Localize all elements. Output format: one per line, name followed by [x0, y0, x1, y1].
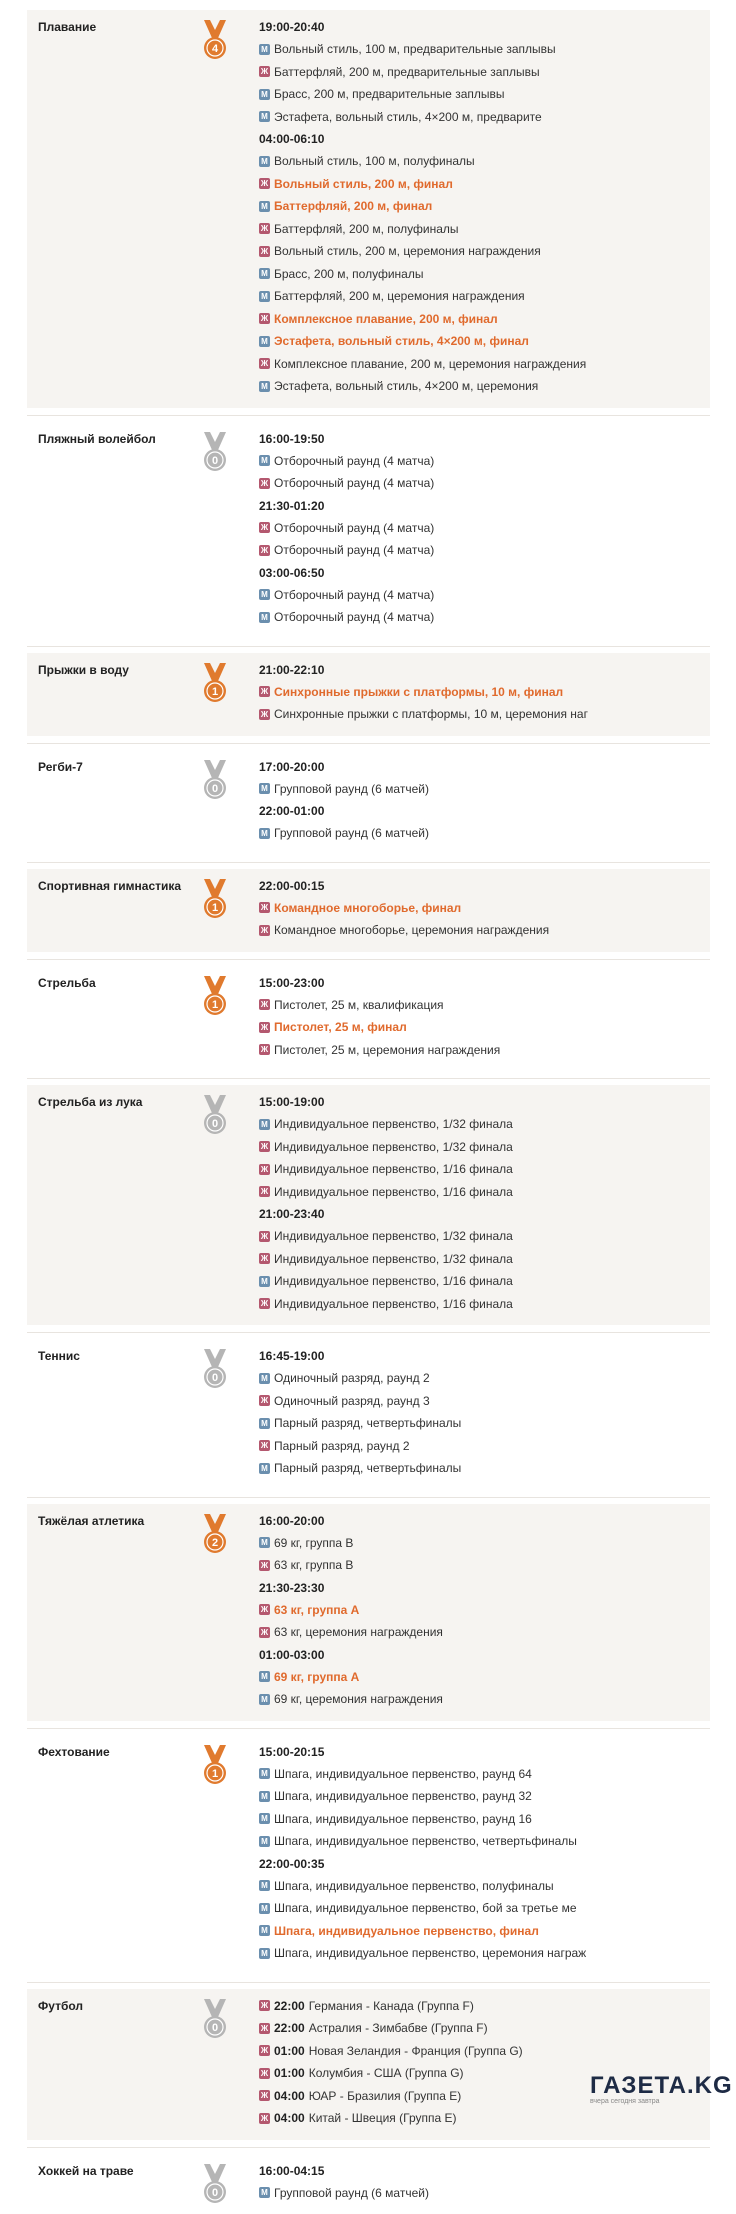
sport-section [27, 422, 710, 639]
event-item[interactable] [259, 1270, 513, 1293]
sport-section [27, 966, 710, 1072]
event-label: 63 кг, группа B [274, 1554, 353, 1577]
women-icon: Ж [259, 1440, 270, 1451]
event-label: Отборочный раунд (4 матча) [274, 450, 434, 473]
final-event-item[interactable] [259, 173, 586, 196]
sport-name: Пляжный волейбол [38, 431, 156, 447]
men-icon: М [259, 1948, 270, 1959]
event-label: Отборочный раунд (4 матча) [274, 606, 434, 629]
section-divider [27, 415, 710, 416]
event-item[interactable] [259, 106, 586, 129]
men-icon: М [259, 1813, 270, 1824]
women-icon: Ж [259, 1298, 270, 1309]
men-icon: М [259, 1925, 270, 1936]
women-icon: Ж [259, 2113, 270, 2124]
site-logo[interactable]: ГАЗЕТА.KG [590, 2072, 733, 2100]
event-item[interactable] [259, 285, 586, 308]
women-icon: Ж [259, 925, 270, 936]
event-label: Баттерфляй, 200 м, церемония награждения [274, 285, 525, 308]
event-list [259, 659, 588, 726]
time-slot: 15:00-20:15 [259, 1741, 586, 1763]
sport-name: Хоккей на траве [38, 2163, 134, 2179]
women-icon: Ж [259, 1164, 270, 1175]
event-label: Одиночный разряд, раунд 2 [274, 1367, 430, 1390]
medal-count: 0 [212, 2187, 218, 2199]
women-icon: Ж [259, 66, 270, 77]
event-label: Групповой раунд (6 матчей) [274, 778, 429, 801]
men-icon: М [259, 44, 270, 55]
event-label: Эстафета, вольный стиль, 4×200 м, финал [274, 330, 529, 353]
event-label: Китай - Швеция (Группа E) [309, 2107, 457, 2130]
men-icon: М [259, 1791, 270, 1802]
women-icon: Ж [259, 2023, 270, 2034]
event-label: Пистолет, 25 м, церемония награждения [274, 1039, 500, 1062]
men-icon: М [259, 828, 270, 839]
sport-section [27, 1085, 710, 1325]
sport-section [27, 1735, 710, 1975]
men-icon: М [259, 455, 270, 466]
men-icon: М [259, 336, 270, 347]
men-icon: М [259, 1694, 270, 1705]
event-label: Шпага, индивидуальное первенство, полуфиналы [274, 1875, 554, 1898]
medal-count: 1 [212, 999, 218, 1011]
time-slot: 01:00-03:00 [259, 1644, 443, 1666]
medal-count: 2 [212, 1537, 218, 1549]
event-label: Германия - Канада (Группа F) [309, 1995, 474, 2018]
men-icon: М [259, 111, 270, 122]
event-label: Индивидуальное первенство, 1/16 финала [274, 1181, 513, 1204]
event-label: Шпага, индивидуальное первенство, бой за третье ме [274, 1897, 577, 1920]
medal-icon [202, 1743, 228, 1791]
men-icon: М [259, 291, 270, 302]
men-icon: М [259, 1463, 270, 1474]
medal-icon [202, 1997, 228, 2045]
time-slot: 21:00-23:40 [259, 1203, 513, 1225]
event-label: Колумбия - США (Группа G) [309, 2062, 464, 2085]
event-item[interactable] [259, 703, 588, 726]
event-label: Шпага, индивидуальное первенство, раунд 32 [274, 1785, 532, 1808]
medal-icon [202, 1093, 228, 1141]
sport-name: Теннис [38, 1348, 80, 1364]
women-icon: Ж [259, 1186, 270, 1197]
women-icon: Ж [259, 223, 270, 234]
event-item[interactable] [259, 375, 586, 398]
event-label: Вольный стиль, 200 м, церемония награждения [274, 240, 541, 263]
women-icon: Ж [259, 545, 270, 556]
medal-count: 0 [212, 783, 218, 795]
event-label: Индивидуальное первенство, 1/32 финала [274, 1113, 513, 1136]
time-slot: 16:00-19:50 [259, 428, 434, 450]
time-slot: 22:00-00:15 [259, 875, 549, 897]
women-icon: Ж [259, 1044, 270, 1055]
time-slot: 17:00-20:00 [259, 756, 429, 778]
event-item[interactable] [259, 1942, 586, 1965]
sport-name: Фехтование [38, 1744, 110, 1760]
event-item[interactable] [259, 1181, 513, 1204]
event-item[interactable] [259, 919, 549, 942]
men-icon: М [259, 612, 270, 623]
event-label: Парный разряд, раунд 2 [274, 1435, 410, 1458]
event-item[interactable] [259, 1248, 513, 1271]
event-list [259, 1345, 461, 1480]
event-list [259, 875, 549, 942]
event-item[interactable] [259, 1390, 461, 1413]
time-slot: 04:00-06:10 [259, 128, 586, 150]
men-icon: М [259, 1836, 270, 1847]
event-item[interactable] [259, 2182, 429, 2205]
event-item[interactable] [259, 1039, 500, 1062]
event-label: Парный разряд, четвертьфиналы [274, 1457, 461, 1480]
event-item[interactable] [259, 1435, 461, 1458]
men-icon: М [259, 156, 270, 167]
medal-icon [202, 18, 228, 66]
sport-section [27, 10, 710, 408]
section-divider [27, 959, 710, 960]
event-label: Индивидуальное первенство, 1/16 финала [274, 1293, 513, 1316]
time-slot: 16:00-04:15 [259, 2160, 429, 2182]
women-icon: Ж [259, 313, 270, 324]
event-label: Баттерфляй, 200 м, предварительные заплывы [274, 61, 540, 84]
women-icon: Ж [259, 246, 270, 257]
women-icon: Ж [259, 1231, 270, 1242]
event-label: Шпага, индивидуальное первенство, раунд 16 [274, 1808, 532, 1831]
medal-icon [202, 758, 228, 806]
women-icon: Ж [259, 2068, 270, 2079]
event-item[interactable] [259, 1830, 586, 1853]
women-icon: Ж [259, 1253, 270, 1264]
event-label: Вольный стиль, 100 м, полуфиналы [274, 150, 475, 173]
final-event-item[interactable] [259, 897, 549, 920]
event-label: Шпага, индивидуальное первенство, раунд 64 [274, 1763, 532, 1786]
sport-name: Стрельба [38, 975, 96, 991]
men-icon: М [259, 1880, 270, 1891]
sport-name: Регби-7 [38, 759, 83, 775]
women-icon: Ж [259, 999, 270, 1010]
medal-count: 1 [212, 902, 218, 914]
men-icon: М [259, 2187, 270, 2198]
event-label: Отборочный раунд (4 матча) [274, 539, 434, 562]
sport-section [27, 1504, 710, 1721]
event-label: Астралия - Зимбабве (Группа F) [309, 2017, 488, 2040]
event-item[interactable] [259, 1293, 513, 1316]
event-label: Индивидуальное первенство, 1/32 финала [274, 1136, 513, 1159]
event-label: Индивидуальное первенство, 1/16 финала [274, 1270, 513, 1293]
men-icon: М [259, 381, 270, 392]
men-icon: М [259, 89, 270, 100]
event-item[interactable] [259, 1995, 523, 2018]
time-slot: 21:00-22:10 [259, 659, 588, 681]
section-divider [27, 646, 710, 647]
event-item[interactable] [259, 1688, 443, 1711]
event-item[interactable] [259, 517, 434, 540]
event-list [259, 1091, 513, 1315]
event-label: Парный разряд, четвертьфиналы [274, 1412, 461, 1435]
event-label: Вольный стиль, 100 м, предварительные заплывы [274, 38, 556, 61]
final-event-item[interactable] [259, 308, 586, 331]
time-slot: 16:45-19:00 [259, 1345, 461, 1367]
event-item[interactable] [259, 1554, 443, 1577]
event-label: Шпага, индивидуальное первенство, церемония награж [274, 1942, 586, 1965]
women-icon: Ж [259, 902, 270, 913]
event-item[interactable] [259, 1225, 513, 1248]
event-label: Индивидуальное первенство, 1/32 финала [274, 1248, 513, 1271]
event-label: Брасс, 200 м, предварительные заплывы [274, 83, 505, 106]
final-event-item[interactable] [259, 1599, 443, 1622]
medal-count: 4 [212, 43, 219, 55]
event-label: Индивидуальное первенство, 1/16 финала [274, 1158, 513, 1181]
event-item[interactable] [259, 61, 586, 84]
match-time: 22:00 [274, 1995, 305, 2018]
women-icon: Ж [259, 1627, 270, 1638]
medal-count: 1 [212, 1768, 218, 1780]
event-item[interactable] [259, 822, 429, 845]
women-icon: Ж [259, 522, 270, 533]
sport-name: Тяжёлая атлетика [38, 1513, 144, 1529]
event-label: Пистолет, 25 м, финал [274, 1016, 407, 1039]
sport-name: Футбол [38, 1998, 83, 2014]
match-time: 01:00 [274, 2062, 305, 2085]
medal-count: 0 [212, 2022, 218, 2034]
event-item[interactable] [259, 2017, 523, 2040]
time-slot: 15:00-19:00 [259, 1091, 513, 1113]
event-item[interactable] [259, 83, 586, 106]
section-divider [27, 1982, 710, 1983]
sport-section [27, 1989, 710, 2140]
women-icon: Ж [259, 1141, 270, 1152]
event-item[interactable] [259, 584, 434, 607]
event-label: Отборочный раунд (4 матча) [274, 584, 434, 607]
event-label: 69 кг, группа A [274, 1666, 359, 1689]
medal-icon [202, 974, 228, 1022]
event-label: Групповой раунд (6 матчей) [274, 822, 429, 845]
medal-count: 0 [212, 1372, 218, 1384]
event-item[interactable] [259, 1763, 586, 1786]
section-divider [27, 1078, 710, 1079]
section-divider [27, 1332, 710, 1333]
event-item[interactable] [259, 1136, 513, 1159]
final-event-item[interactable] [259, 195, 586, 218]
event-label: Новая Зеландия - Франция (Группа G) [309, 2040, 523, 2063]
sport-section [27, 653, 710, 736]
event-label: Командное многоборье, церемония награждения [274, 919, 549, 942]
section-divider [27, 743, 710, 744]
event-item[interactable] [259, 2107, 523, 2130]
event-label: Комплексное плавание, 200 м, церемония награждения [274, 353, 586, 376]
women-icon: Ж [259, 686, 270, 697]
time-slot: 03:00-06:50 [259, 562, 434, 584]
men-icon: М [259, 268, 270, 279]
medal-icon [202, 1512, 228, 1560]
event-item[interactable] [259, 1532, 443, 1555]
event-label: Баттерфляй, 200 м, финал [274, 195, 432, 218]
medal-count: 0 [212, 455, 218, 467]
women-icon: Ж [259, 709, 270, 720]
sport-section [27, 750, 710, 855]
medal-icon [202, 430, 228, 478]
event-item[interactable] [259, 38, 586, 61]
event-item[interactable] [259, 353, 586, 376]
event-item[interactable] [259, 1113, 513, 1136]
event-label: 63 кг, группа A [274, 1599, 359, 1622]
section-divider [27, 1497, 710, 1498]
event-label: Комплексное плавание, 200 м, финал [274, 308, 498, 331]
women-icon: Ж [259, 178, 270, 189]
event-item[interactable] [259, 606, 434, 629]
sport-name: Спортивная гимнастика [38, 878, 181, 894]
time-slot: 15:00-23:00 [259, 972, 500, 994]
women-icon: Ж [259, 358, 270, 369]
medal-icon [202, 661, 228, 709]
event-item[interactable] [259, 218, 586, 241]
event-label: Синхронные прыжки с платформы, 10 м, финал [274, 681, 563, 704]
event-label: Вольный стиль, 200 м, финал [274, 173, 453, 196]
event-list [259, 1741, 586, 1965]
women-icon: Ж [259, 1560, 270, 1571]
site-logo-tagline: вчера сегодня завтра [590, 2098, 660, 2105]
sport-section [27, 869, 710, 952]
time-slot: 16:00-20:00 [259, 1510, 443, 1532]
event-item[interactable] [259, 1158, 513, 1181]
women-icon: Ж [259, 1395, 270, 1406]
event-label: 69 кг, церемония награждения [274, 1688, 443, 1711]
event-label: Отборочный раунд (4 матча) [274, 517, 434, 540]
event-item[interactable] [259, 240, 586, 263]
men-icon: М [259, 1671, 270, 1682]
men-icon: М [259, 1276, 270, 1287]
match-time: 04:00 [274, 2107, 305, 2130]
event-item[interactable] [259, 263, 586, 286]
event-list [259, 16, 586, 398]
event-label: Отборочный раунд (4 матча) [274, 472, 434, 495]
men-icon: М [259, 1537, 270, 1548]
event-item[interactable] [259, 1621, 443, 1644]
time-slot: 21:30-23:30 [259, 1577, 443, 1599]
women-icon: Ж [259, 1604, 270, 1615]
final-event-item[interactable] [259, 681, 588, 704]
event-list [259, 1510, 443, 1711]
event-item[interactable] [259, 2062, 523, 2085]
event-list [259, 1995, 523, 2130]
event-item[interactable] [259, 150, 586, 173]
time-slot: 19:00-20:40 [259, 16, 586, 38]
event-label: Шпага, индивидуальное первенство, четвертьфиналы [274, 1830, 577, 1853]
women-icon: Ж [259, 2000, 270, 2011]
event-item[interactable] [259, 778, 429, 801]
men-icon: М [259, 1903, 270, 1914]
event-label: Пистолет, 25 м, квалификация [274, 994, 444, 1017]
event-label: Групповой раунд (6 матчей) [274, 2182, 429, 2205]
event-label: Брасс, 200 м, полуфиналы [274, 263, 423, 286]
event-label: Одиночный разряд, раунд 3 [274, 1390, 430, 1413]
sport-name: Прыжки в воду [38, 662, 129, 678]
event-label: 63 кг, церемония награждения [274, 1621, 443, 1644]
final-event-item[interactable] [259, 1666, 443, 1689]
event-item[interactable] [259, 1412, 461, 1435]
men-icon: М [259, 1418, 270, 1429]
sport-name: Стрельба из лука [38, 1094, 142, 1110]
time-slot: 21:30-01:20 [259, 495, 434, 517]
medal-icon [202, 2162, 228, 2210]
event-label: Шпага, индивидуальное первенство, финал [274, 1920, 539, 1943]
final-event-item[interactable] [259, 1920, 586, 1943]
women-icon: Ж [259, 478, 270, 489]
event-label: Индивидуальное первенство, 1/32 финала [274, 1225, 513, 1248]
event-label: ЮАР - Бразилия (Группа E) [309, 2085, 462, 2108]
sport-section [27, 1339, 710, 1490]
event-item[interactable] [259, 1897, 586, 1920]
section-divider [27, 2147, 710, 2148]
event-label: Синхронные прыжки с платформы, 10 м, церемония наг [274, 703, 588, 726]
match-time: 04:00 [274, 2085, 305, 2108]
men-icon: М [259, 1373, 270, 1384]
time-slot: 22:00-01:00 [259, 800, 429, 822]
match-time: 01:00 [274, 2040, 305, 2063]
event-item[interactable] [259, 2040, 523, 2063]
women-icon: Ж [259, 2045, 270, 2056]
event-label: 69 кг, группа B [274, 1532, 353, 1555]
event-item[interactable] [259, 539, 434, 562]
event-item[interactable] [259, 1367, 461, 1390]
women-icon: Ж [259, 2090, 270, 2101]
men-icon: М [259, 1768, 270, 1779]
time-slot: 22:00-00:35 [259, 1853, 586, 1875]
event-list [259, 428, 434, 629]
event-item[interactable] [259, 1457, 461, 1480]
event-item[interactable] [259, 450, 434, 473]
final-event-item[interactable] [259, 330, 586, 353]
section-divider [27, 862, 710, 863]
event-list [259, 2160, 429, 2205]
men-icon: М [259, 201, 270, 212]
men-icon: М [259, 783, 270, 794]
men-icon: М [259, 1119, 270, 1130]
event-label: Командное многоборье, финал [274, 897, 461, 920]
event-item[interactable] [259, 1785, 586, 1808]
medal-count: 0 [212, 1118, 218, 1130]
medal-icon [202, 877, 228, 925]
men-icon: М [259, 589, 270, 600]
sport-section [27, 2154, 710, 2214]
event-item[interactable] [259, 994, 500, 1017]
event-item[interactable] [259, 1808, 586, 1831]
section-divider [27, 1728, 710, 1729]
event-list [259, 972, 500, 1062]
event-list [259, 756, 429, 845]
medal-icon [202, 1347, 228, 1395]
match-time: 22:00 [274, 2017, 305, 2040]
event-item[interactable] [259, 472, 434, 495]
sport-name: Плавание [38, 19, 96, 35]
event-item[interactable] [259, 2085, 523, 2108]
event-label: Эстафета, вольный стиль, 4×200 м, предварите [274, 106, 542, 129]
women-icon: Ж [259, 1022, 270, 1033]
final-event-item[interactable] [259, 1016, 500, 1039]
medal-count: 1 [212, 686, 218, 698]
event-label: Эстафета, вольный стиль, 4×200 м, церемония [274, 375, 538, 398]
event-item[interactable] [259, 1875, 586, 1898]
event-label: Баттерфляй, 200 м, полуфиналы [274, 218, 459, 241]
